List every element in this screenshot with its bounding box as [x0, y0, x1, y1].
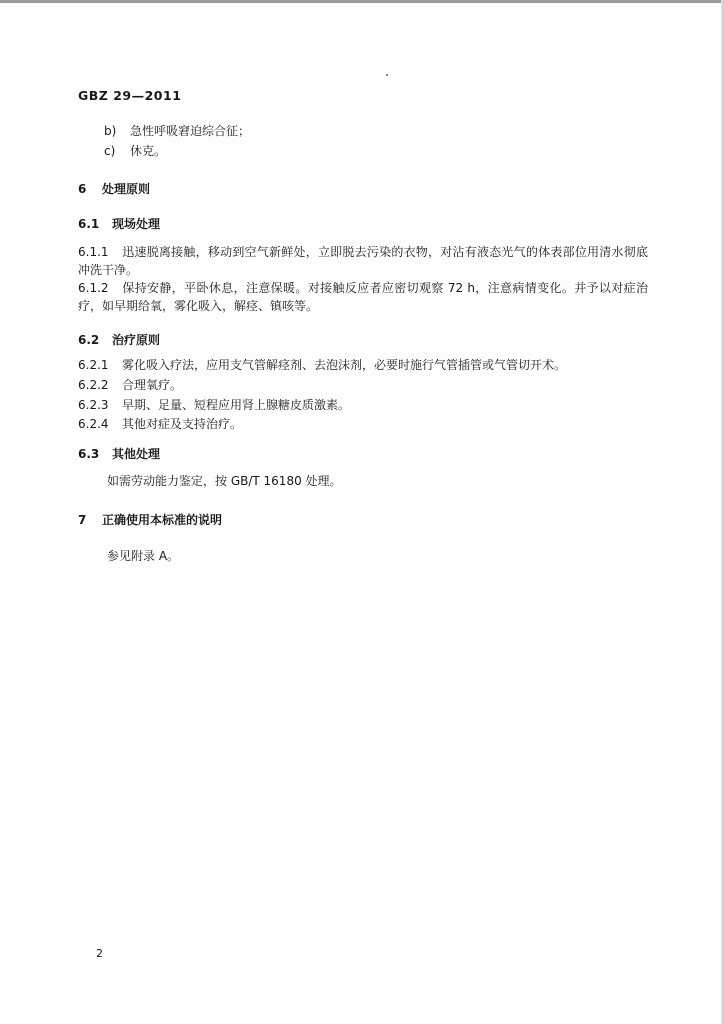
list-item-c: [104, 143, 166, 159]
subsection-6-1-heading: [78, 216, 160, 232]
clause-number: 6.2.3: [78, 398, 109, 412]
subsection-6-2-heading: [78, 332, 160, 348]
scan-speck: [386, 74, 388, 76]
clause-text: 保持安静，平卧休息，注意保暖。对接触反应者应密切观察 72 h，注意病情变化。并予以对症治疗，如早期给氧，雾化吸入，解痉、镇咳等。: [78, 281, 648, 313]
page-number: 2: [96, 947, 103, 960]
clause-text: 其他对症及支持治疗。: [122, 417, 243, 431]
clause-text: 雾化吸入疗法，应用支气管解痉剂、去泡沫剂，必要时施行气管插管或气管切开术。: [122, 358, 567, 372]
clause-text: 迅速脱离接触，移动到空气新鲜处，立即脱去污染的衣物，对沾有液态光气的体表部位用清水彻底冲洗干净。: [78, 245, 648, 277]
clause-number: 6.1.2: [78, 281, 109, 295]
section-number: 6: [78, 182, 87, 196]
subsection-title: 其他处理: [112, 447, 161, 461]
document-header: GBZ 29—2011: [78, 88, 182, 103]
clause-number: 6.2.2: [78, 378, 109, 392]
paragraph-6-2-2: [78, 377, 182, 393]
list-item-b: [104, 123, 250, 139]
paragraph-6-1-1: [78, 243, 648, 279]
subsection-number: 6.2: [78, 333, 100, 347]
list-marker: b): [104, 124, 117, 138]
paragraph-6-2-4: [78, 416, 242, 432]
paragraph-6-2-3: [78, 397, 350, 413]
page-top-edge: [0, 0, 724, 3]
paragraph-7: 参见附录 A。: [107, 549, 180, 563]
subsection-number: 6.1: [78, 217, 100, 231]
list-text: 休克。: [130, 144, 167, 158]
section-title: 正确使用本标准的说明: [102, 513, 223, 527]
subsection-number: 6.3: [78, 447, 100, 461]
clause-number: 6.2.4: [78, 417, 109, 431]
section-title: 处理原则: [102, 182, 151, 196]
list-marker: c): [104, 144, 116, 158]
section-number: 7: [78, 513, 87, 527]
subsection-6-3-heading: [78, 446, 160, 462]
clause-text: 合理氧疗。: [122, 378, 183, 392]
clause-text: 早期、足量、短程应用肾上腺糖皮质激素。: [122, 398, 351, 412]
list-text: 急性呼吸窘迫综合征；: [130, 124, 251, 138]
clause-number: 6.1.1: [78, 245, 109, 259]
subsection-title: 现场处理: [112, 217, 161, 231]
clause-number: 6.2.1: [78, 358, 109, 372]
paragraph-6-2-1: [78, 357, 566, 373]
section-6-heading: [78, 181, 150, 197]
section-7-heading: [78, 512, 222, 528]
subsection-title: 治疗原则: [112, 333, 161, 347]
paragraph-6-3: 如需劳动能力鉴定，按 GB/T 16180 处理。: [107, 474, 342, 488]
paragraph-6-1-2: [78, 279, 648, 315]
